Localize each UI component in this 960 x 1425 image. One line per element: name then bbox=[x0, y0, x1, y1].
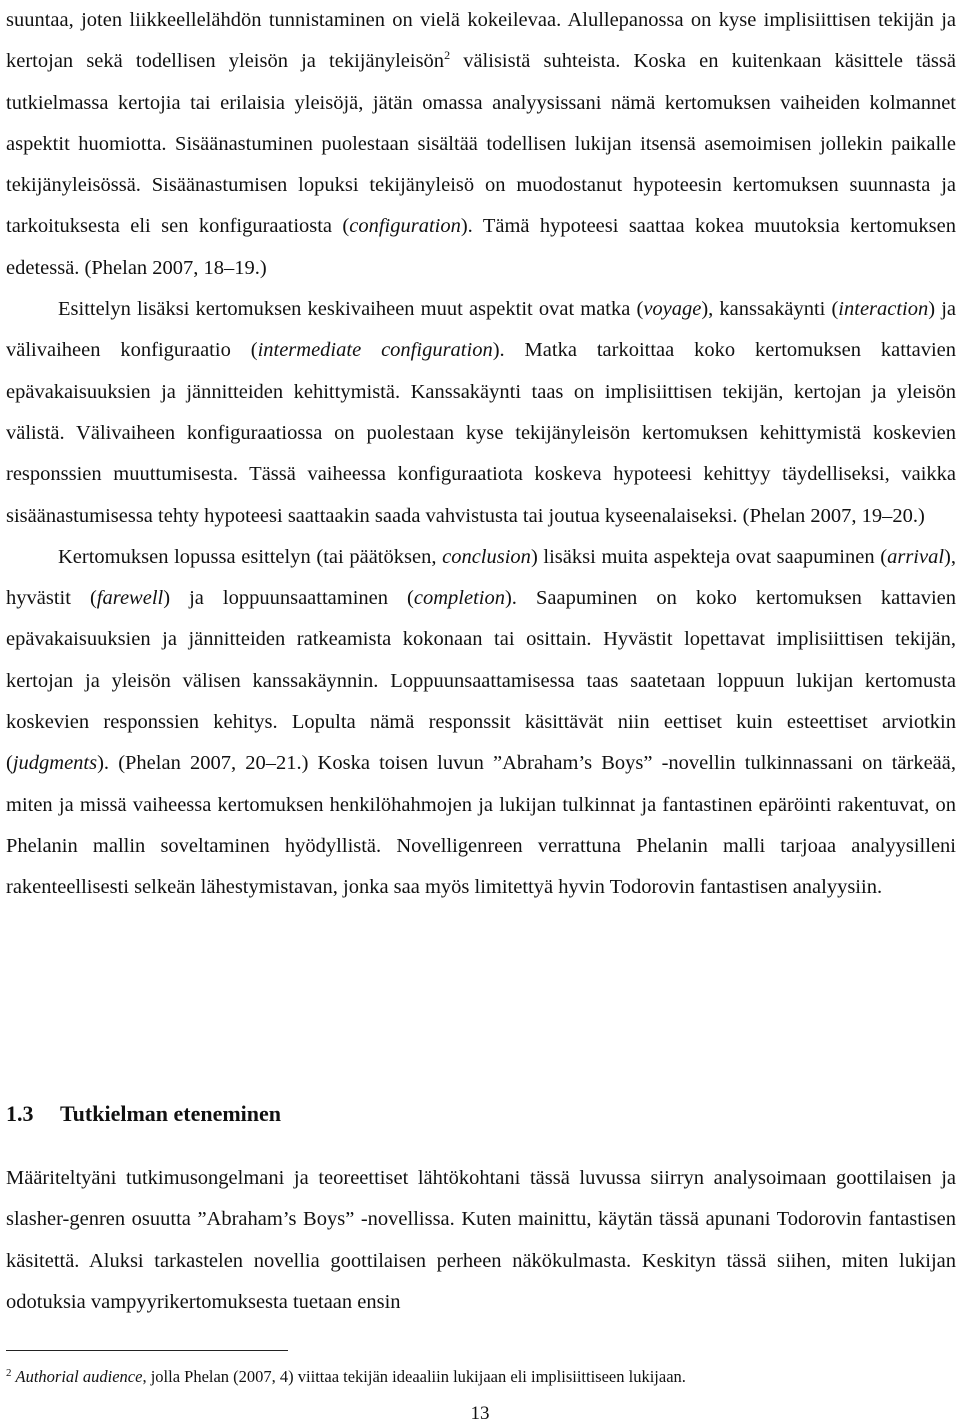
paragraph-3-text-e: ). Saapuminen on koko kertomuksen kattavien epävakaisuuksien ja jännitteiden ratkeamista kokonaan tai osittain. Hyvästit lopettavat implisiittisen tekijän, kertojan ja yleisön välisen kanssakäynnin. Loppuunsaattamisessa taas saatetaan loppuun lukijan kertomusta koskevien responssien kehitys. Lopulta nämä responssit käsittävät niin eettiset kuin esteettiset arviotkin ( bbox=[6, 587, 956, 775]
footnote-reference: 2 bbox=[444, 48, 451, 63]
page-number: 13 bbox=[470, 1403, 490, 1424]
paragraph-1-text-b: välisistä suhteista. Koska en kuitenkaan käsittele tässä tutkielmassa kertojia tai erilaisia yleisöjä, jätän omassa analyysissani nämä kertomuksen vaiheiden kolmannet aspektit huomiotta. Sisäänastuminen puolestaan sisältää todellisen lukijan itsensä asemoimisen jollekin paikalle tekijänyleisössä. Sisäänastumisen lopuksi tekijänyleisö on muodostanut hypoteesin kertomuksen suunnasta ja tarkoituksesta eli sen konfiguraatiosta ( bbox=[6, 50, 956, 238]
paragraph-2-text-a: Esittelyn lisäksi kertomuksen keskivaiheen muut aspektit ovat matka ( bbox=[58, 298, 644, 321]
paragraph-3-text-c: ), hyvästit ( bbox=[6, 545, 956, 610]
section-heading bbox=[6, 1094, 281, 1134]
term-farewell: farewell bbox=[96, 587, 164, 610]
paragraph-3-text-f: ). (Phelan 2007, 20–21.) Koska toisen luvun ”Abraham’s Boys” -novellin tulkinnassani on tärkeää, miten ja missä vaiheessa kertomuksen henkilöhahmojen ja lukijan tulkinnat ja fantastinen epäröinti rakentuvat, on Phelanin mallin soveltaminen hyödyllistä. Novelligenreen verrattuna Phelanin malli tarjoaa analyysilleni rakenteellisesti selkeän lähestymistavan, jonka saa myös limitettyä hyvin Todorovin fantastisen analyysiin. bbox=[6, 752, 956, 899]
paragraph-1-text-a: suuntaa, joten liikkeellelähdön tunnistaminen on vielä kokeilevaa. Alullepanossa on kyse implisiittisen tekijän ja kertojan sekä todellisen yleisön ja tekijänyleisön bbox=[6, 9, 956, 73]
footnote bbox=[6, 1362, 956, 1388]
section-paragraph: Määriteltyäni tutkimusongelmani ja teoreettiset lähtökohtani tässä luvussa siirryn analysoimaan goottilaisen ja slasher-genren osuutta ”Abraham’s Boys” -novellissa. Kuten mainittu, käytän tässä apunani Todorovin fantastisen käsitettä. Aluksi tarkastelen novellia goottilaisen perheen näkökulmasta. Keskityn tässä siihen, miten lukijan odotuksia vampyyrikertomuksesta tuetaan ensin bbox=[6, 1167, 956, 1313]
paragraph-3-text-d: ) ja loppuunsaattaminen ( bbox=[163, 587, 414, 610]
section-number: 1.3 bbox=[6, 1101, 34, 1126]
paragraph-3-text-b: ) lisäksi muita aspekteja ovat saapuminen ( bbox=[530, 545, 888, 568]
paragraph-1 bbox=[6, 0, 956, 289]
footnote-text: , jolla Phelan (2007, 4) viittaa tekijän ideaaliin lukijaan eli implisiittiseen lukijaan. bbox=[142, 1367, 686, 1386]
paragraph-3 bbox=[6, 537, 956, 909]
term-voyage: voyage bbox=[643, 298, 702, 321]
footnote-term: Authorial audience bbox=[15, 1367, 143, 1386]
term-configuration: configuration bbox=[349, 215, 461, 238]
paragraph-2 bbox=[6, 289, 956, 537]
term-conclusion: conclusion bbox=[442, 545, 531, 568]
paragraph-2-text-d: ). Matka tarkoittaa koko kertomuksen kattavien epävakaisuuksien ja jännitteiden kehittymistä. Kanssakäynti taas on implisiittisen tekijän, kertojan ja yleisön välistä. Välivaiheen konfiguraatiossa on puolestaan kyse tekijänyleisön kertomuksen kehittymistä koskevien responssien muuttumisesta. Tässä vaiheessa konfiguraatiota koskeva hypoteesi kehittyy täydelliseksi, vaikka sisäänastumisessa tehty hypoteesi saattaakin saada vahvistusta tai joutua kyseenalaiseksi. (Phelan 2007, 19–20.) bbox=[6, 339, 956, 527]
term-intermediate-configuration: intermediate configuration bbox=[257, 339, 493, 362]
body-text bbox=[6, 0, 956, 909]
paragraph-1-text-c: ). Tämä hypoteesi saattaa kokea muutoksia kertomuksen edetessä. (Phelan 2007, 18–19.) bbox=[6, 215, 956, 279]
section-title: Tutkielman eteneminen bbox=[60, 1101, 282, 1126]
paragraph-2-text-c: ) ja välivaiheen konfiguraatio ( bbox=[6, 298, 957, 362]
term-arrival: arrival bbox=[887, 545, 945, 568]
term-interaction: interaction bbox=[838, 298, 929, 321]
footnote-divider bbox=[6, 1350, 288, 1351]
term-judgments: judgments bbox=[12, 752, 98, 775]
term-completion: completion bbox=[413, 587, 505, 610]
paragraph-3-text-a: Kertomuksen lopussa esittelyn (tai päätöksen, bbox=[58, 545, 443, 568]
paragraph-2-text-b: ), kanssakäynti ( bbox=[701, 298, 839, 321]
footnote-marker: 2 bbox=[6, 1367, 12, 1379]
